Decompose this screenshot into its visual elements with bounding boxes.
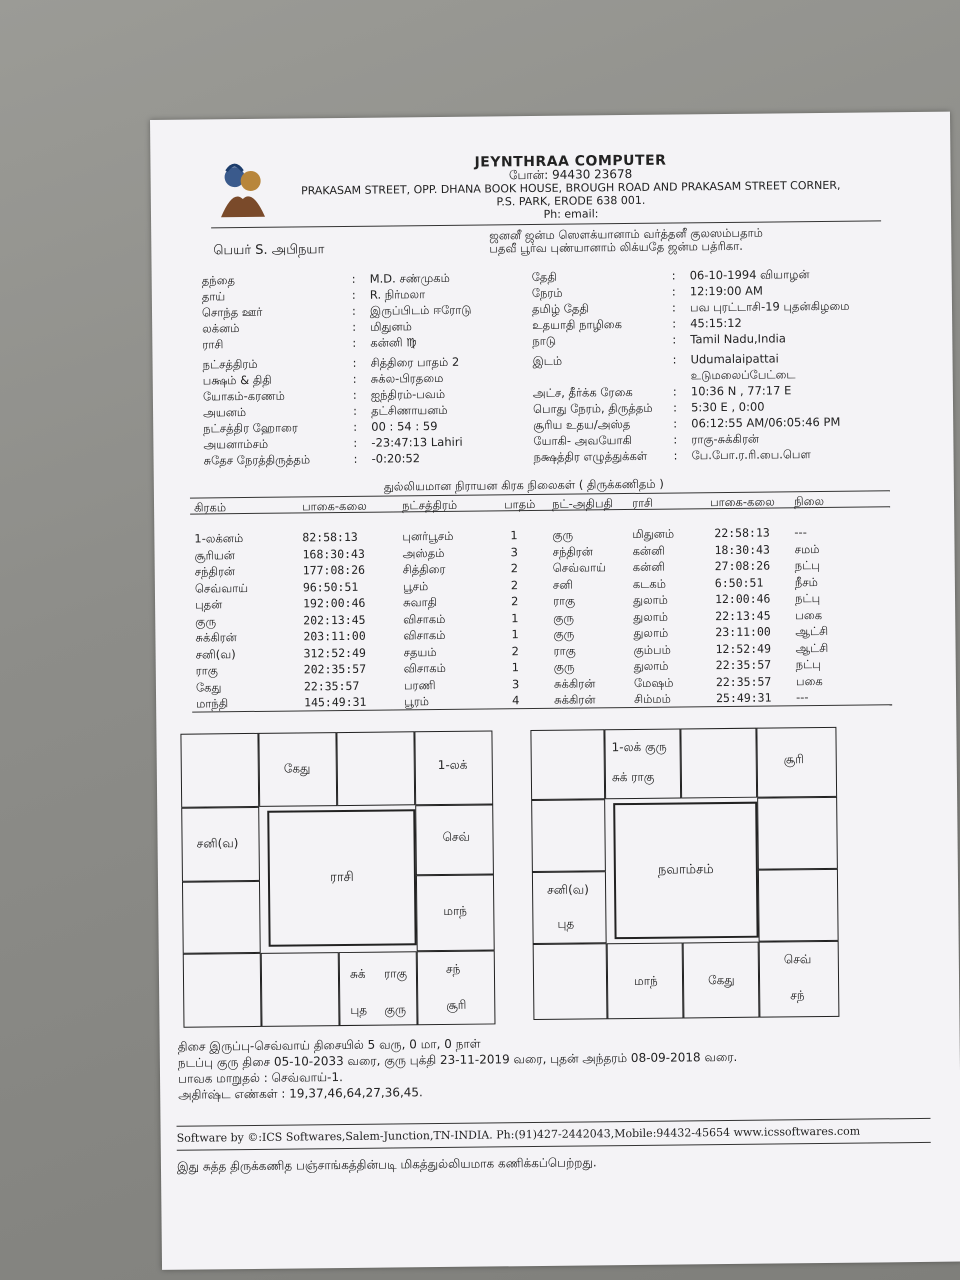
table-cell: குரு [553,610,575,625]
software-credit: Software by ©:ICS Softwares,Salem-Junction,TN-INDIA. Ph:(91)427-2442043,Mobile:94432-45654 www.icssoftwares.com [176,1124,861,1145]
detail-value: Udumalaipattai [690,351,779,367]
detail-colon: : [352,403,358,418]
planet-label: கேது [283,761,311,776]
detail-label: நேரம் [531,285,563,301]
detail-colon: : [351,271,356,286]
table-cell: 23:11:00 [715,624,771,640]
detail-label: ராசி [202,337,224,352]
detail-value: -23:47:13 Lahiri [371,434,463,450]
planet-label: சுக் ராகு [611,769,655,785]
navamsa-house [759,941,840,1018]
navamsa-house [604,728,681,799]
rasi-chart [180,730,495,1027]
planet-label: புத [557,916,575,931]
table-cell: விசாகம் [403,627,446,643]
detail-label: நட்சத்திரம் [202,356,258,372]
detail-colon: : [353,419,358,434]
detail-colon: : [671,268,676,283]
detail-value: ராகு-சுக்கிரன் [691,431,760,447]
table-cell: சுக்கிரன் [553,675,596,691]
detail-colon: : [352,355,357,370]
table-cell: செவ்வாய் [194,580,249,596]
table-cell: அஸ்தம் [402,545,445,560]
planet-label: புத [350,1002,368,1017]
detail-label: நக்ஷத்திர எழுத்துக்கள் [533,448,648,465]
navamsa-house [758,869,839,942]
detail-label: பக்ஷம் & திதி [202,372,272,388]
detail-colon: : [671,300,676,315]
planet-label: ராகு [383,966,408,981]
navamsa-house [531,799,606,872]
table-cell: 1 [511,610,519,625]
table-cell: சனி(வ) [195,646,236,662]
detail-value: 12:19:00 AM [689,283,763,299]
blessing-line-1: ஜனனீ ஜன்ம ஸௌக்யானாம் வர்த்தனீ குலஸம்பதாம் [489,225,763,243]
rasi-house [415,804,494,875]
table-cell: புனர்பூசம் [402,528,454,544]
table-cell: --- [794,525,807,540]
detail-colon: : [672,400,677,415]
table-cell: 1-லக்னம் [194,531,244,546]
navamsa-house [683,942,760,1019]
table-cell: குரு [195,613,217,629]
detail-label: நட்சத்திர ஹோரை [203,420,298,436]
detail-label: அயனம் [202,405,247,420]
detail-value: மிதுனம் [370,319,412,334]
table-cell: சுக்கிரன் [195,630,237,645]
detail-colon: : [672,352,677,367]
table-cell: 2 [511,643,519,658]
table-cell: 1 [511,660,520,675]
detail-value: 10:36 N , 77:17 E [690,383,792,399]
planet-label: சுக் [349,966,366,981]
table-cell: 4 [512,693,520,708]
navamsa-chart [530,727,839,1020]
table-cell: விசாகம் [403,660,446,676]
detail-colon: : [673,432,678,447]
table-cell: புதன் [195,597,223,612]
table-cell: 82:58:13 [302,529,358,545]
table-header-cell: கிரகம் [193,500,227,515]
horoscope-sheet [150,112,960,1270]
table-cell: பூரம் [404,694,430,709]
table-cell: 3 [510,544,518,559]
detail-colon: : [673,448,678,463]
rasi-house [417,950,496,1025]
table-cell: கன்னி [632,543,665,558]
detail-colon: : [352,319,357,334]
detail-label: அயனாம்சம் [203,436,269,452]
table-header-cell: நட்சத்திரம் [401,497,458,513]
detail-colon: : [672,384,677,399]
detail-value: சுக்ல-பிரதமை [370,370,444,386]
table-cell: 12:52:49 [715,641,772,656]
planet-label: சூரி [446,997,467,1012]
table-cell: 202:35:57 [303,661,367,677]
detail-colon: : [352,387,357,402]
company-name: JEYNTHRAA COMPUTER [474,152,667,171]
table-cell: மிதுனம் [632,526,675,541]
table-cell: குரு [553,626,575,641]
detail-value: ஐந்திரம்-பவம் [370,386,446,402]
table-cell: மாந்தி [196,696,229,711]
name-line: பெயர் S. அபிநயா [213,242,325,259]
navamsa-house [757,797,838,870]
table-header-cell: பாகை-கலை [301,498,367,514]
table-cell: துலாம் [632,592,668,607]
rasi-center: ராசி [267,809,416,947]
table-cell: கேது [195,679,222,695]
detail-label: தமிழ் தேதி [531,301,589,317]
rasi-house [414,730,493,805]
detail-colon: : [352,335,357,350]
email-line: Ph: email: [543,207,599,221]
planet-label: சனி(வ) [196,836,239,851]
rasi-house [416,874,495,951]
detail-value: தட்சிணாயனம் [370,402,448,418]
address-line-2: P.S. PARK, ERODE 638 001. [496,193,646,209]
table-cell: 1 [511,627,519,642]
table-cell: 2 [510,561,519,576]
table-rule-head [190,506,890,514]
table-cell: 22:35:57 [715,657,772,673]
detail-colon: : [352,371,357,386]
detail-value: பவ புரட்டாசி-19 புதன்கிழமை [689,298,850,315]
lucky-numbers-line: அதிர்ஷ்ட எண்கள் : 19,37,46,64,27,36,45. [178,1085,423,1102]
detail-value: சித்திரை பாதம் 2 [370,354,460,370]
detail-colon: : [353,451,358,466]
table-cell: கடகம் [632,576,667,591]
table-cell: 22:35:57 [303,678,360,693]
table-header-cell: ராசி [631,495,654,510]
navamsa-house [756,727,837,798]
detail-label: சுதேச நேரத்திருத்தம் [203,452,311,468]
table-header-cell: பாதம் [503,496,536,512]
detail-label: பொது நேரம், திருத்தம் [532,400,653,417]
table-cell: கன்னி [632,559,666,574]
rasi-house [336,731,415,806]
detail-colon: : [351,303,356,318]
detail-value: பே.போ.ர.ரி.பை.பெள [691,447,811,463]
bhava-line: பாவக மாறுதல் : செவ்வாய்-1. [177,1070,343,1086]
planet-label: கேது [707,972,735,988]
planet-label: 1-லக் குரு [611,739,667,755]
detail-label: சூரிய உதய/அஸ்த [533,416,631,433]
detail-colon: : [672,316,677,331]
table-header-cell: பாகை-கலை [709,494,775,510]
table-cell: 3 [511,676,520,691]
planet-label: மாந் [633,973,658,988]
table-cell: 312:52:49 [303,645,366,660]
deity-logo-icon [212,159,271,220]
detail-label: தேதி [531,269,557,285]
table-cell: ஆட்சி [795,623,829,639]
detail-value: 45:15:12 [690,315,742,331]
table-cell: சந்திரன் [552,543,593,559]
detail-value: 06-10-1994 வியாழன் [689,267,810,283]
table-cell: துலாம் [633,625,669,640]
detail-value: உடுமலைப்பேட்டை [690,367,796,383]
rasi-house [182,881,261,954]
table-cell: சுவாதி [402,595,438,610]
rasi-house [339,951,418,1026]
table-header-cell: நிலை [793,493,825,509]
table-cell: சமம் [794,541,820,556]
detail-value: M.D. சண்முகம் [369,270,450,286]
detail-label: இடம் [532,353,563,369]
table-rule-bottom [192,704,892,712]
table-cell: விசாகம் [403,611,446,626]
detail-colon: : [673,416,678,431]
detail-label: நாடு [532,333,557,349]
planet-label: 1-லக் [437,757,468,773]
table-cell: நீசம் [794,574,818,589]
address-line-1: PRAKASAM STREET, OPP. DHANA BOOK HOUSE, BROUGH ROAD AND PRAKASAM STREET CORNER, [300,178,841,198]
table-cell: துலாம் [633,609,669,624]
detail-value: இருப்பிடம் ஈரோடு [369,302,472,318]
detail-label: யோகம்-கரணம் [202,388,285,404]
table-cell: 177:08:26 [302,562,366,578]
rasi-house [181,807,260,882]
table-cell: 22:13:45 [715,608,771,623]
planet-label: செவ் [783,952,812,967]
blessing-line-2: பதவீ பூர்வ புண்யானாம் லிக்யதே ஜன்ம பத்ரிகா. [489,238,743,256]
detail-value: 5:30 E , 0:00 [690,399,765,415]
table-cell: 25:49:31 [716,690,772,706]
planet-label: சந் [790,988,805,1003]
detail-value: Tamil Nadu,India [690,331,786,347]
planet-label: குரு [384,1002,407,1017]
table-cell: 96:50:51 [302,579,359,594]
table-cell: சூரியன் [194,547,235,563]
detail-colon: : [672,332,677,347]
accuracy-note: இது சுத்த திருக்கணித பஞ்சாங்கத்தின்படி மிகத்துல்லியமாக கணிக்கப்பெற்றது. [176,1155,597,1174]
navamsa-house [607,942,684,1019]
table-cell: சித்திரை [402,561,446,577]
planet-label: சூரி [783,752,804,767]
table-cell: 1 [510,528,518,543]
navamsa-house [530,729,605,800]
table-cell: 6:50:51 [714,575,764,590]
table-cell: பகை [795,607,823,622]
detail-label: லக்னம் [202,321,240,336]
table-cell: கும்பம் [633,642,671,657]
table-cell: 192:00:46 [302,595,366,611]
table-cell: நட்பு [794,591,821,606]
table-cell: --- [796,690,809,705]
planet-label: மாந் [443,903,467,918]
current-dasa-line: நடப்பு குரு திசை 05-10-2033 வரை, குரு புக்தி 23-11-2019 வரை, புதன் அந்தரம் 08-09-2018 வரை. [177,1049,738,1070]
detail-value: -0:20:52 [371,451,421,466]
navamsa-center: நவாம்சம் [613,802,758,940]
table-cell: பூசம் [402,578,429,593]
rasi-house [183,953,262,1028]
table-cell: சுக்கிரன் [554,692,596,707]
table-cell: சிம்மம் [634,691,671,706]
detail-value: கன்னி ♍ [370,335,417,350]
table-cell: சந்திரன் [194,564,236,579]
planet-label: சந் [445,961,461,976]
table-cell: 22:35:57 [715,674,772,689]
table-cell: 203:11:00 [303,628,366,644]
table-cell: சதயம் [403,644,437,659]
table-cell: துலாம் [633,658,669,673]
detail-colon: : [353,435,358,450]
detail-colon: : [351,287,356,302]
detail-value: 06:12:55 AM/06:05:46 PM [691,414,841,431]
detail-colon: : [671,284,676,299]
table-cell: நட்பு [795,657,821,672]
planet-label: சனி(வ) [547,882,590,897]
table-cell: 202:13:45 [303,612,366,627]
table-cell: ராகு [552,593,576,608]
table-cell: 22:58:13 [714,525,770,541]
table-cell: 2 [510,594,519,609]
navamsa-house [532,871,607,944]
table-title: துல்லியமான நிராயன கிரக நிலைகள் ( திருக்கணிதம் ) [383,476,664,494]
table-cell: 18:30:43 [714,542,770,557]
detail-label: யோகி- அவயோகி [533,432,632,449]
dasa-balance-line: திசை இருப்பு-செவ்வாய் திசையில் 5 வரு, 0 மா, 0 நாள் [177,1036,481,1054]
table-cell: குரு [553,659,575,674]
table-cell: பரணி [403,677,436,692]
table-cell: பகை [795,673,823,688]
table-cell: 2 [510,577,519,592]
table-cell: 12:00:46 [714,591,771,607]
detail-label: அட்ச, தீர்க்க ரேகை [532,384,633,401]
table-cell: 145:49:31 [304,694,367,710]
table-cell: ராகு [553,643,576,658]
table-cell: நட்பு [794,558,820,573]
rasi-house [261,952,340,1027]
navamsa-house [533,943,608,1020]
table-cell: ராகு [195,663,218,678]
table-cell: 27:08:26 [714,558,771,574]
detail-value: R. நிர்மலா [369,287,426,302]
table-cell: ஆட்சி [795,640,829,655]
detail-label: தந்தை [201,273,236,288]
detail-label: தாய் [201,289,226,304]
table-cell: செவ்வாய் [552,560,606,575]
table-cell: சனி [552,577,574,592]
navamsa-house [680,728,757,799]
phone-line: போன்: 94430 23678 [508,166,633,183]
rasi-house [180,733,259,808]
header-block [270,152,871,223]
rasi-house [258,732,337,807]
detail-label: சொந்த ஊர் [201,304,263,320]
table-cell: 168:30:43 [302,546,365,561]
detail-label: உதயாதி நாழிகை [532,317,623,333]
table-header-cell: நட்-அதிபதி [551,496,613,511]
table-cell: குரு [552,527,574,542]
detail-value: 00 : 54 : 59 [371,419,438,434]
table-cell: மேஷம் [633,675,674,690]
planet-label: செவ் [442,829,471,844]
